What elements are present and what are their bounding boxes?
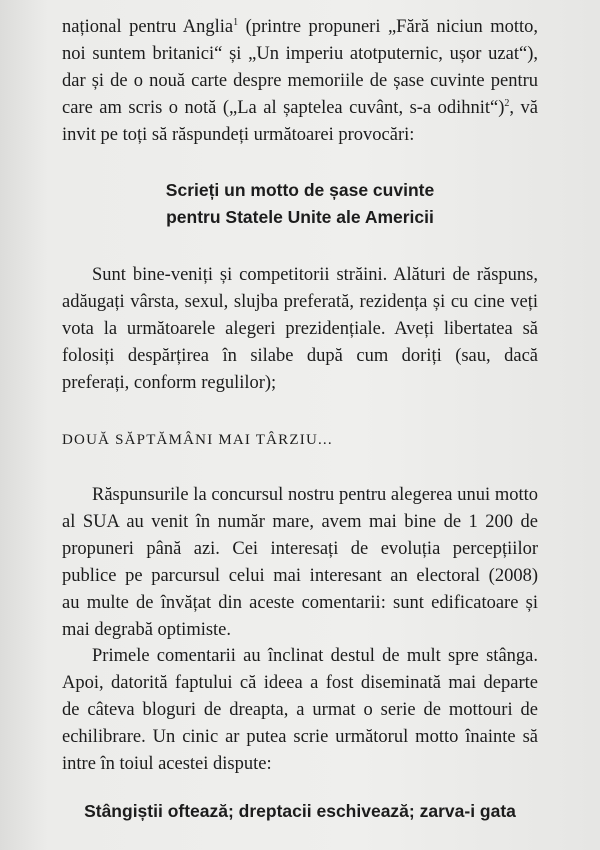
text-line: Sunt bine-veniți și competitorii străini. Alături de răspuns, bbox=[92, 265, 538, 285]
paragraph-intro bbox=[62, 14, 538, 149]
text-line: preferați, conform regulilor); bbox=[62, 373, 277, 393]
text-line: național pentru Anglia$^1$ (printre propuneri „Fără niciun motto, bbox=[62, 16, 539, 37]
paragraph-comments bbox=[62, 643, 538, 778]
text-line: adăugați vârsta, sexul, slujba preferată, rezidența și cu cine veți bbox=[62, 292, 538, 312]
footnote-marker: 2 bbox=[504, 97, 510, 109]
text-line: de câteva bloguri de dreapta, a urmat o serie de mottouri de bbox=[62, 700, 538, 720]
text-line: Răspunsurile la concursul nostru pentru alegerea unui motto bbox=[92, 485, 538, 505]
text-line: al SUA au venit în număr mare, avem mai bine de 1 200 de bbox=[62, 512, 538, 532]
text-line: au multe de învățat din aceste comentarii: sunt edificatoare și bbox=[62, 593, 538, 613]
paragraph-rules bbox=[62, 262, 538, 397]
footnote-marker: 1 bbox=[233, 16, 239, 28]
text-line: care am scris o notă („La al șaptelea cuvânt, s-a odihnit“)$^2$, vă bbox=[62, 97, 538, 118]
text-line: mai degrabă optimiste. bbox=[62, 620, 232, 640]
text-line: vota la următoarele alegeri prezidențiale. Aveți libertatea să bbox=[62, 319, 538, 339]
challenge-line-1: Scrieți un motto de șase cuvinte bbox=[165, 180, 435, 200]
challenge-heading bbox=[62, 177, 538, 231]
text-line: echilibrare. Un cinic ar putea scrie următorul motto înainte să bbox=[62, 727, 538, 747]
text-line: publice pe parcursul celui mai interesant an electoral (2008) bbox=[62, 566, 538, 586]
text-line: Apoi, datorită faptului că ideea a fost diseminată mai departe bbox=[62, 673, 538, 693]
section-heading: DOUĂ SĂPTĂMÂNI MAI TÂRZIU... bbox=[62, 432, 333, 448]
challenge-line-2: pentru Statele Unite ale Americii bbox=[166, 207, 434, 227]
text-line: dar și de o nouă carte despre memoriile de șase cuvinte pentru bbox=[62, 71, 538, 91]
text-line: Primele comentarii au înclinat destul de mult spre stânga. bbox=[92, 646, 538, 666]
text-line: folosiți despărțirea în silabe după cum doriți (sau, dacă bbox=[62, 346, 538, 366]
text-line: propuneri până azi. Cei interesați de evoluția percepțiilor bbox=[62, 539, 538, 559]
text-line: invit pe toți să răspundeți următoarei provocări: bbox=[62, 125, 415, 145]
text-line: intre în toiul acestei dispute: bbox=[62, 754, 272, 774]
text-line: noi suntem britanici“ și „Un imperiu atotputernic, ușor uzat“), bbox=[62, 44, 538, 64]
paragraph-responses bbox=[62, 482, 538, 644]
closing-motto: Stângiștii oftează; dreptacii eschivează; zarva-i gata bbox=[84, 801, 516, 821]
